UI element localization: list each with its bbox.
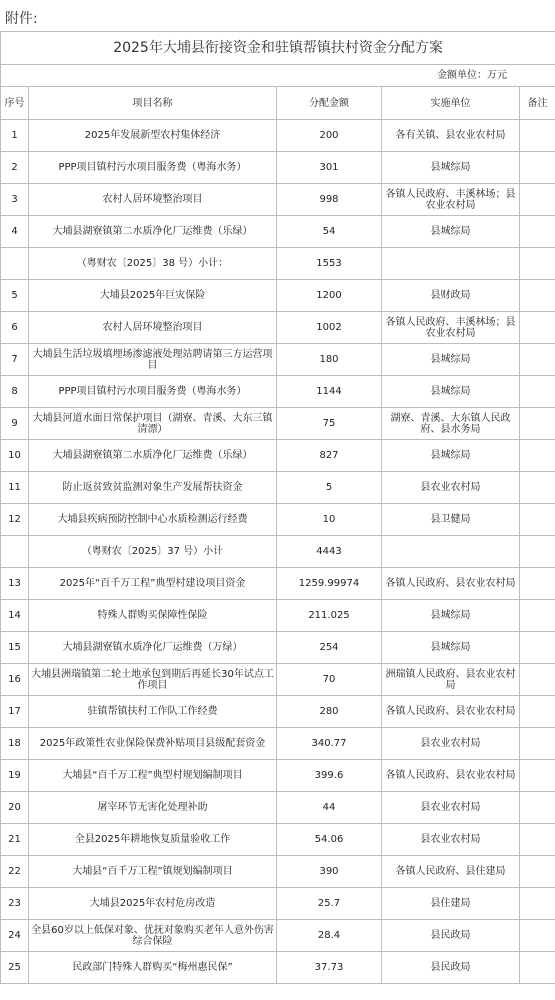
subtotal-row: [1, 536, 555, 568]
cell-implementing-unit: 各镇人民政府、县农业农村局: [382, 568, 520, 600]
header-no: 序号: [1, 87, 29, 120]
cell-amount: 4443: [277, 536, 382, 568]
cell-project-name: 全县60岁以上低保对象、优抚对象购买老年人意外伤害综合保险: [29, 920, 277, 952]
cell-implementing-unit: 县城综局: [382, 216, 520, 248]
cell-no: 18: [1, 728, 29, 760]
cell-remark: [520, 248, 555, 280]
unit-note: 金额单位：万元: [1, 65, 555, 87]
cell-no: 4: [1, 216, 29, 248]
table-row: [1, 472, 555, 504]
cell-amount: 10: [277, 504, 382, 536]
cell-amount: 280: [277, 696, 382, 728]
cell-no: 16: [1, 664, 29, 696]
cell-project-name: 大埔县生活垃圾填埋场渗滤液处理站聘请第三方运营项目: [29, 344, 277, 376]
cell-project-name: 大埔县湖寮镇水质净化厂运维费（万绿）: [29, 632, 277, 664]
cell-remark: [520, 600, 555, 632]
cell-implementing-unit: 各有关镇、县农业农村局: [382, 120, 520, 152]
cell-project-name: 驻镇帮镇扶村工作队工作经费: [29, 696, 277, 728]
cell-implementing-unit: 县卫健局: [382, 504, 520, 536]
table-row: [1, 184, 555, 216]
cell-remark: [520, 312, 555, 344]
cell-amount: 1200: [277, 280, 382, 312]
cell-remark: [520, 184, 555, 216]
table-row: [1, 664, 555, 696]
cell-amount: 180: [277, 344, 382, 376]
cell-implementing-unit: 县民政局: [382, 920, 520, 952]
cell-amount: 301: [277, 152, 382, 184]
cell-project-name: 民政部门特殊人群购买“梅州惠民保”: [29, 952, 277, 984]
cell-implementing-unit: 县住建局: [382, 888, 520, 920]
table-row: [1, 120, 555, 152]
table-row: [1, 504, 555, 536]
cell-no: 17: [1, 696, 29, 728]
cell-remark: [520, 504, 555, 536]
table-row: [1, 600, 555, 632]
cell-implementing-unit: [382, 536, 520, 568]
cell-remark: [520, 216, 555, 248]
table-row: [1, 440, 555, 472]
table-row: [1, 824, 555, 856]
cell-implementing-unit: 县城综局: [382, 440, 520, 472]
cell-remark: [520, 920, 555, 952]
cell-amount: 827: [277, 440, 382, 472]
cell-no: 21: [1, 824, 29, 856]
cell-remark: [520, 792, 555, 824]
cell-implementing-unit: 县城综局: [382, 600, 520, 632]
cell-project-name: 农村人居环境整治项目: [29, 312, 277, 344]
cell-remark: [520, 824, 555, 856]
cell-project-name: 屠宰环节无害化处理补助: [29, 792, 277, 824]
attachment-label: 附件:: [5, 11, 38, 27]
cell-implementing-unit: 县农业农村局: [382, 472, 520, 504]
table-row: [1, 568, 555, 600]
cell-amount: 44: [277, 792, 382, 824]
header-row: [1, 87, 555, 120]
cell-project-name: 大埔县“百千万工程”镇规划编制项目: [29, 856, 277, 888]
cell-project-name: 大埔县湖寮镇第二水质净化厂运维费（乐绿）: [29, 216, 277, 248]
cell-remark: [520, 120, 555, 152]
cell-implementing-unit: 各镇人民政府、丰溪林场；县农业农村局: [382, 184, 520, 216]
cell-no: 1: [1, 120, 29, 152]
cell-amount: 70: [277, 664, 382, 696]
cell-amount: 998: [277, 184, 382, 216]
table-row: [1, 952, 555, 984]
cell-implementing-unit: 各镇人民政府、县农业农村局: [382, 760, 520, 792]
cell-no: 7: [1, 344, 29, 376]
cell-no: 2: [1, 152, 29, 184]
header-name: 项目名称: [29, 87, 277, 120]
cell-project-name: 大埔县疾病预防控制中心水质检测运行经费: [29, 504, 277, 536]
cell-no: 13: [1, 568, 29, 600]
cell-amount: 200: [277, 120, 382, 152]
cell-implementing-unit: 各镇人民政府、县农业农村局: [382, 696, 520, 728]
cell-no: [1, 536, 29, 568]
cell-no: 24: [1, 920, 29, 952]
cell-remark: [520, 472, 555, 504]
cell-amount: 1259.99974: [277, 568, 382, 600]
cell-remark: [520, 568, 555, 600]
cell-implementing-unit: 县民政局: [382, 952, 520, 984]
cell-project-name: 2025年政策性农业保险保费补贴项目县级配套资金: [29, 728, 277, 760]
table-row: [1, 632, 555, 664]
cell-remark: [520, 440, 555, 472]
cell-implementing-unit: 县城综局: [382, 376, 520, 408]
cell-implementing-unit: 县农业农村局: [382, 728, 520, 760]
table-row: [1, 408, 555, 440]
cell-no: 10: [1, 440, 29, 472]
cell-no: 5: [1, 280, 29, 312]
cell-no: 6: [1, 312, 29, 344]
cell-amount: 25.7: [277, 888, 382, 920]
cell-no: 12: [1, 504, 29, 536]
subtotal-row: [1, 248, 555, 280]
cell-no: 23: [1, 888, 29, 920]
cell-project-name: 特殊人群购买保障性保险: [29, 600, 277, 632]
cell-amount: 54: [277, 216, 382, 248]
cell-implementing-unit: 各镇人民政府、县住建局: [382, 856, 520, 888]
cell-project-name: 大埔县河道水面日常保护项目（湖寮、青溪、大东三镇清漂）: [29, 408, 277, 440]
cell-amount: 1002: [277, 312, 382, 344]
table-row: [1, 856, 555, 888]
table-row: [1, 728, 555, 760]
table-row: [1, 312, 555, 344]
cell-project-name: 防止返贫致贫监测对象生产发展帮扶资金: [29, 472, 277, 504]
cell-remark: [520, 632, 555, 664]
cell-no: 25: [1, 952, 29, 984]
cell-amount: 1144: [277, 376, 382, 408]
allocation-table: [0, 31, 555, 984]
cell-remark: [520, 760, 555, 792]
cell-implementing-unit: 县城综局: [382, 632, 520, 664]
header-remark: 备注: [520, 87, 555, 120]
table-row: [1, 760, 555, 792]
cell-project-name: 大埔县“百千万工程”典型村规划编制项目: [29, 760, 277, 792]
cell-no: [1, 248, 29, 280]
cell-no: 15: [1, 632, 29, 664]
cell-amount: 75: [277, 408, 382, 440]
cell-implementing-unit: 各镇人民政府、丰溪林场；县农业农村局: [382, 312, 520, 344]
cell-implementing-unit: 湖寮、青溪、大东镇人民政府、县水务局: [382, 408, 520, 440]
cell-remark: [520, 536, 555, 568]
document-title: 2025年大埔县衔接资金和驻镇帮镇扶村资金分配方案: [1, 32, 555, 65]
cell-implementing-unit: [382, 248, 520, 280]
cell-project-name: （粤财农〔2025〕37 号）小计: [29, 536, 277, 568]
cell-no: 22: [1, 856, 29, 888]
table-row: [1, 344, 555, 376]
cell-remark: [520, 152, 555, 184]
cell-implementing-unit: 县农业农村局: [382, 824, 520, 856]
cell-implementing-unit: 县城综局: [382, 344, 520, 376]
cell-implementing-unit: 县城综局: [382, 152, 520, 184]
table-row: [1, 376, 555, 408]
cell-remark: [520, 888, 555, 920]
table-row: [1, 696, 555, 728]
cell-project-name: 全县2025年耕地恢复质量验收工作: [29, 824, 277, 856]
cell-no: 14: [1, 600, 29, 632]
cell-project-name: PPP项目镇村污水项目服务费（粤海水务）: [29, 152, 277, 184]
cell-remark: [520, 952, 555, 984]
table-row: [1, 152, 555, 184]
cell-remark: [520, 664, 555, 696]
cell-amount: 54.06: [277, 824, 382, 856]
cell-project-name: 2025年“百千万工程”典型村建设项目资金: [29, 568, 277, 600]
cell-amount: 340.77: [277, 728, 382, 760]
table-row: [1, 280, 555, 312]
cell-project-name: （粤财农〔2025〕38 号）小计：: [29, 248, 277, 280]
table-row: [1, 792, 555, 824]
cell-remark: [520, 344, 555, 376]
cell-amount: 37.73: [277, 952, 382, 984]
cell-implementing-unit: 县农业农村局: [382, 792, 520, 824]
table-row: [1, 920, 555, 952]
cell-implementing-unit: 洲瑞镇人民政府、县农业农村局: [382, 664, 520, 696]
cell-project-name: 大埔县洲瑞镇第二轮土地承包到期后再延长30年试点工作项目: [29, 664, 277, 696]
cell-no: 8: [1, 376, 29, 408]
cell-project-name: 2025年发展新型农村集体经济: [29, 120, 277, 152]
table-row: [1, 888, 555, 920]
cell-no: 19: [1, 760, 29, 792]
table-row: [1, 216, 555, 248]
cell-no: 11: [1, 472, 29, 504]
cell-amount: 390: [277, 856, 382, 888]
cell-project-name: 大埔县2025年农村危房改造: [29, 888, 277, 920]
header-unit: 实施单位: [382, 87, 520, 120]
cell-remark: [520, 376, 555, 408]
cell-no: 3: [1, 184, 29, 216]
cell-project-name: PPP项目镇村污水项目服务费（粤海水务）: [29, 376, 277, 408]
cell-remark: [520, 856, 555, 888]
cell-no: 9: [1, 408, 29, 440]
cell-remark: [520, 408, 555, 440]
cell-project-name: 大埔县湖寮镇第二水质净化厂运维费（乐绿）: [29, 440, 277, 472]
cell-amount: 5: [277, 472, 382, 504]
cell-amount: 399.6: [277, 760, 382, 792]
cell-no: 20: [1, 792, 29, 824]
cell-amount: 1553: [277, 248, 382, 280]
cell-amount: 254: [277, 632, 382, 664]
cell-implementing-unit: 县财政局: [382, 280, 520, 312]
cell-remark: [520, 696, 555, 728]
header-amount: 分配金额: [277, 87, 382, 120]
cell-remark: [520, 728, 555, 760]
cell-amount: 211.025: [277, 600, 382, 632]
cell-project-name: 农村人居环境整治项目: [29, 184, 277, 216]
cell-remark: [520, 280, 555, 312]
cell-amount: 28.4: [277, 920, 382, 952]
cell-project-name: 大埔县2025年巨灾保险: [29, 280, 277, 312]
